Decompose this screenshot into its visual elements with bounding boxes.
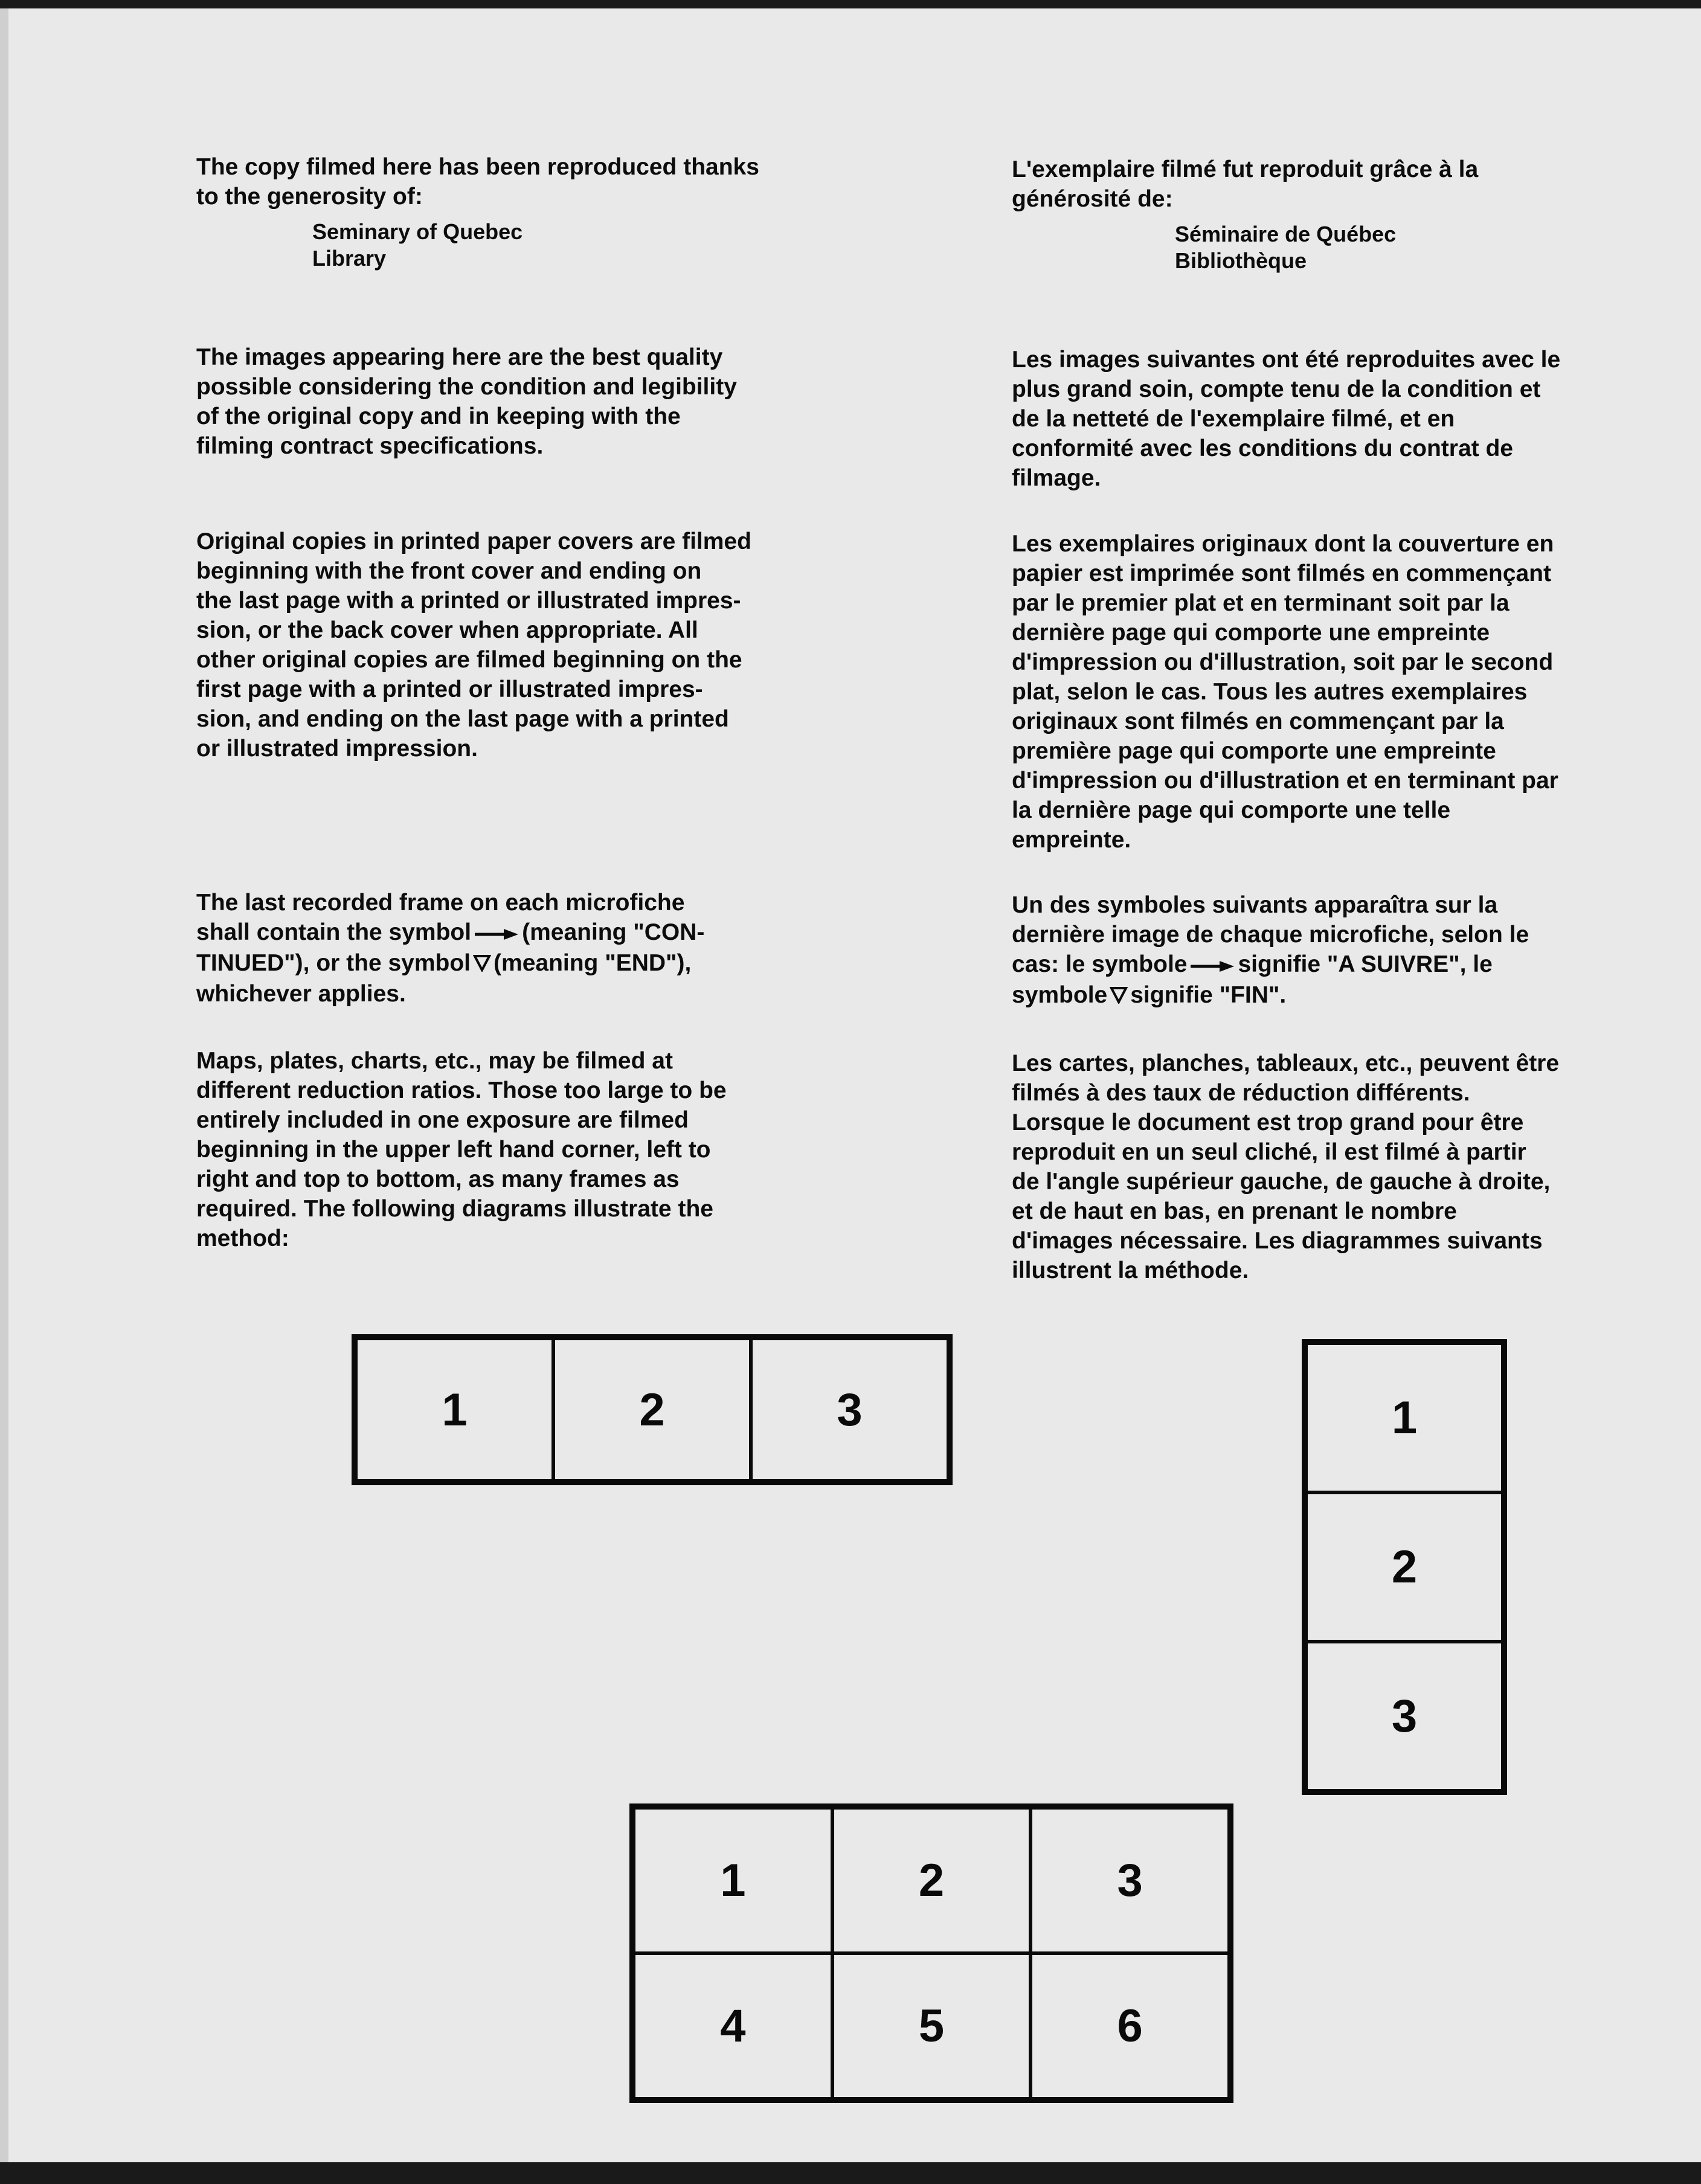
arrow-right-icon xyxy=(1189,951,1235,980)
english-acknowledgement-block xyxy=(196,152,891,272)
english-symbols-paragraph xyxy=(196,888,891,1009)
diagram-grid-of-six xyxy=(629,1803,1233,2103)
triangle-down-icon xyxy=(1110,981,1128,1011)
english-quality-paragraph: The images appearing here are the best quality possible considering the condition and legibility of the original copy and in keeping with the filming contract specifications. xyxy=(196,344,737,459)
frame-cell: 5 xyxy=(832,1953,1031,2099)
microfiche-target-page xyxy=(0,8,1701,2162)
french-symbols-text-2: signifie "A SUIVRE", le symbole xyxy=(1012,951,1493,1009)
english-symbols-text-1: The last recorded frame on each microfiche shall contain the symbol xyxy=(196,890,685,945)
frame-cell: 1 xyxy=(1306,1343,1503,1492)
arrow-right-icon xyxy=(474,919,519,948)
frame-cell: 2 xyxy=(832,1808,1031,1953)
english-symbols-text-3: (meaning "END"), whichever applies. xyxy=(196,950,692,1007)
frame-cell: 2 xyxy=(553,1338,751,1481)
frame-cell: 4 xyxy=(634,1953,832,2099)
french-symbols-text-1: Un des symboles suivants apparaîtra sur la dernière image de chaque microfiche, selon le cas: le symbole xyxy=(1012,892,1529,977)
frame-cell: 3 xyxy=(1031,1808,1229,1953)
french-acknowledgement-block xyxy=(1012,155,1670,274)
french-symbols-text-3: signifie "FIN". xyxy=(1130,982,1287,1009)
frame-cell: 3 xyxy=(751,1338,948,1481)
triangle-down-icon xyxy=(473,949,491,979)
french-symbols-paragraph xyxy=(1012,890,1670,1011)
diagram-column-of-three xyxy=(1302,1339,1507,1795)
french-maps-paragraph: Les cartes, planches, tableaux, etc., peuvent être filmés à des taux de réduction différents. Lorsque le document est trop grand pour être reproduit en un seul cliché, il est filmé à partir de l'angle supérieur gauche, de gauche à droite, et de haut en bas, en prenant le nombre d'images nécessaire. Les diagrammes suivants illustrent la méthode. xyxy=(1012,1050,1560,1283)
frame-cell: 6 xyxy=(1031,1953,1229,2099)
frame-cell: 2 xyxy=(1306,1492,1503,1642)
french-acknowledgement: L'exemplaire filmé fut reproduit grâce à la générosité de: xyxy=(1012,156,1479,212)
english-maps-paragraph: Maps, plates, charts, etc., may be filmed at different reduction ratios. Those too large to be entirely included in one exposure are filmed beginning in the upper left hand corner, left to right and top to bottom, as many frames as required. The following diagrams illustrate the method: xyxy=(196,1048,727,1251)
french-institution: Séminaire de Québec Bibliothèque xyxy=(1175,222,1397,273)
french-quality-paragraph: Les images suivantes ont été reproduites avec le plus grand soin, compte tenu de la condition et de la netteté de l'exemplaire filmé, et en conformité avec les conditions du contrat de filmage. xyxy=(1012,347,1561,491)
english-symbols-text-2: (meaning "CON- TINUED"), or the symbol xyxy=(196,919,705,977)
frame-cell: 1 xyxy=(356,1338,553,1481)
page-edge xyxy=(0,8,8,2162)
diagram-row-of-three xyxy=(352,1334,953,1485)
frame-cell: 3 xyxy=(1306,1642,1503,1791)
english-acknowledgement: The copy filmed here has been reproduced thanks to the generosity of: xyxy=(196,154,759,210)
frame-cell: 1 xyxy=(634,1808,832,1953)
english-institution: Seminary of Quebec Library xyxy=(312,219,523,271)
french-originals-paragraph: Les exemplaires originaux dont la couverture en papier est imprimée sont filmés en commençant par le premier plat et en terminant soit par la dernière page qui comporte une empreinte d'impression ou d'illustration, soit par le second plat, selon le cas. Tous les autres exemplaires originaux sont filmés en commençant par la première page qui comporte une empreinte d'impression ou d'illustration et en terminant par la dernière page qui comporte une telle empreinte. xyxy=(1012,531,1558,853)
english-originals-paragraph: Original copies in printed paper covers are filmed beginning with the front cover and ending on the last page with a printed or illustrated impres- sion, or the back cover when appropriate. All other original copies are filmed beginning on the first page with a printed or illustrated impres- sion, and ending on the last page with a printed or illustrated impression. xyxy=(196,528,751,762)
